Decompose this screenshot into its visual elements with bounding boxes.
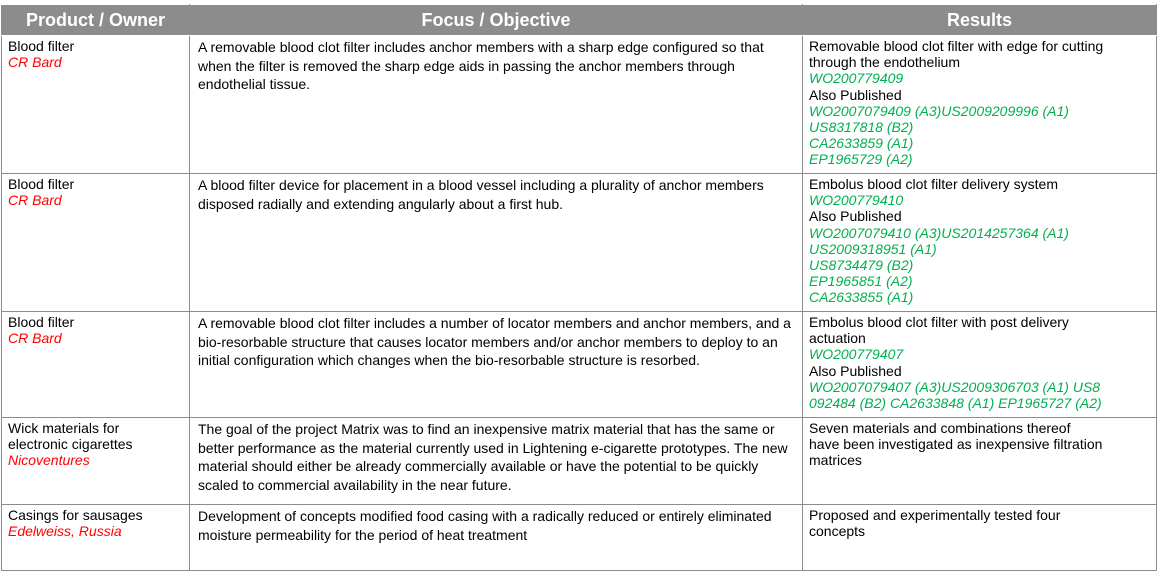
header-product-owner: Product / Owner bbox=[2, 5, 190, 36]
owner-name: CR Bard bbox=[8, 192, 62, 209]
publication-number: WO2007079407 (A3)US2009306703 (A1) US8 bbox=[809, 378, 1101, 395]
results-cell bbox=[803, 312, 1157, 418]
publication-number: EP1965851 (A2) bbox=[809, 273, 913, 290]
result-text: Embolus blood clot filter with post delivery bbox=[809, 314, 1069, 330]
owner-name: CR Bard bbox=[8, 54, 62, 71]
also-published-label: Also Published bbox=[809, 86, 902, 103]
product-name: Blood filter bbox=[8, 314, 75, 330]
publication-number: WO200779407 bbox=[809, 346, 904, 363]
publication-number: 092484 (B2) CA2633848 (A1) EP1965727 (A2) bbox=[809, 395, 1102, 412]
publication-number: CA2633855 (A1) bbox=[809, 289, 914, 306]
focus-cell bbox=[190, 312, 803, 418]
result-text: Seven materials and combinations thereof bbox=[809, 420, 1071, 436]
also-published-label: Also Published bbox=[809, 208, 902, 225]
product-name: Blood filter bbox=[8, 176, 75, 192]
focus-cell bbox=[190, 174, 803, 312]
results-table bbox=[1, 4, 1157, 571]
result-text: Embolus blood clot filter delivery system bbox=[809, 176, 1058, 192]
result-text: concepts bbox=[809, 523, 866, 540]
publication-number: WO2007079410 (A3)US2014257364 (A1) bbox=[809, 224, 1069, 241]
result-text: have been investigated as inexpensive filtration bbox=[809, 436, 1103, 453]
publication-number: US8734479 (B2) bbox=[809, 257, 914, 274]
publication-number: EP1965729 (A2) bbox=[809, 151, 913, 168]
product-name: Blood filter bbox=[8, 38, 75, 54]
header-results: Results bbox=[803, 5, 1157, 36]
focus-text: A blood filter device for placement in a blood vessel including a plurality of anchor members disposed radially and extending angularly about a first hub. bbox=[198, 177, 764, 212]
results-cell bbox=[803, 418, 1157, 505]
product-name: Wick materials for electronic cigarettes bbox=[8, 420, 133, 453]
header-focus: Focus / Objective bbox=[190, 5, 803, 36]
owner-name: Nicoventures bbox=[8, 452, 90, 469]
header-row bbox=[2, 5, 1157, 36]
owner-name: Edelweiss, Russia bbox=[8, 523, 122, 540]
results-cell bbox=[803, 505, 1157, 571]
focus-cell bbox=[190, 36, 803, 174]
result-text: Proposed and experimentally tested four bbox=[809, 507, 1061, 523]
result-text: through the endothelium bbox=[809, 54, 960, 71]
product-owner-cell bbox=[2, 174, 190, 312]
product-owner-cell bbox=[2, 418, 190, 505]
focus-text: The goal of the project Matrix was to find an inexpensive matrix material that has the same or better performance as the material currently used in Lightening e-cigarette prototypes. The new material should either be already commercially available or have the potential to be quickly scaled to commercial availability in the near future. bbox=[198, 421, 788, 493]
product-name: Casings for sausages bbox=[8, 507, 143, 523]
publication-number: WO200779409 bbox=[809, 70, 904, 87]
table-row bbox=[2, 418, 1157, 505]
product-owner-cell bbox=[2, 312, 190, 418]
table-row bbox=[2, 312, 1157, 418]
focus-text: Development of concepts modified food casing with a radically reduced or entirely eliminated moisture permeability for the period of heat treatment bbox=[198, 508, 772, 543]
publication-number: US8317818 (B2) bbox=[809, 119, 914, 136]
publication-number: WO200779410 bbox=[809, 192, 904, 209]
result-text: Removable blood clot filter with edge for cutting bbox=[809, 38, 1104, 54]
focus-cell bbox=[190, 418, 803, 505]
publication-number: CA2633859 (A1) bbox=[809, 135, 914, 152]
product-owner-cell bbox=[2, 36, 190, 174]
also-published-label: Also Published bbox=[809, 362, 902, 379]
results-cell bbox=[803, 174, 1157, 312]
result-text: actuation bbox=[809, 330, 866, 347]
publication-number: US2009318951 (A1) bbox=[809, 240, 937, 257]
table-row bbox=[2, 174, 1157, 312]
publication-number: WO2007079409 (A3)US2009209996 (A1) bbox=[809, 102, 1069, 119]
table-row bbox=[2, 36, 1157, 174]
owner-name: CR Bard bbox=[8, 330, 62, 347]
product-owner-cell bbox=[2, 505, 190, 571]
result-text: matrices bbox=[809, 452, 862, 469]
focus-text: A removable blood clot filter includes a number of locator members and anchor members, and a bio-resorbable structure that causes locator members and/or anchor members to deploy to an initial configuration which changes when the bio-resorbable structure is resorbed. bbox=[198, 315, 791, 368]
results-cell bbox=[803, 36, 1157, 174]
focus-cell bbox=[190, 505, 803, 571]
table-row bbox=[2, 505, 1157, 571]
focus-text: A removable blood clot filter includes anchor members with a sharp edge configured so that when the filter is removed the sharp edge aids in passing the anchor members through endothelial tissue. bbox=[198, 39, 764, 92]
